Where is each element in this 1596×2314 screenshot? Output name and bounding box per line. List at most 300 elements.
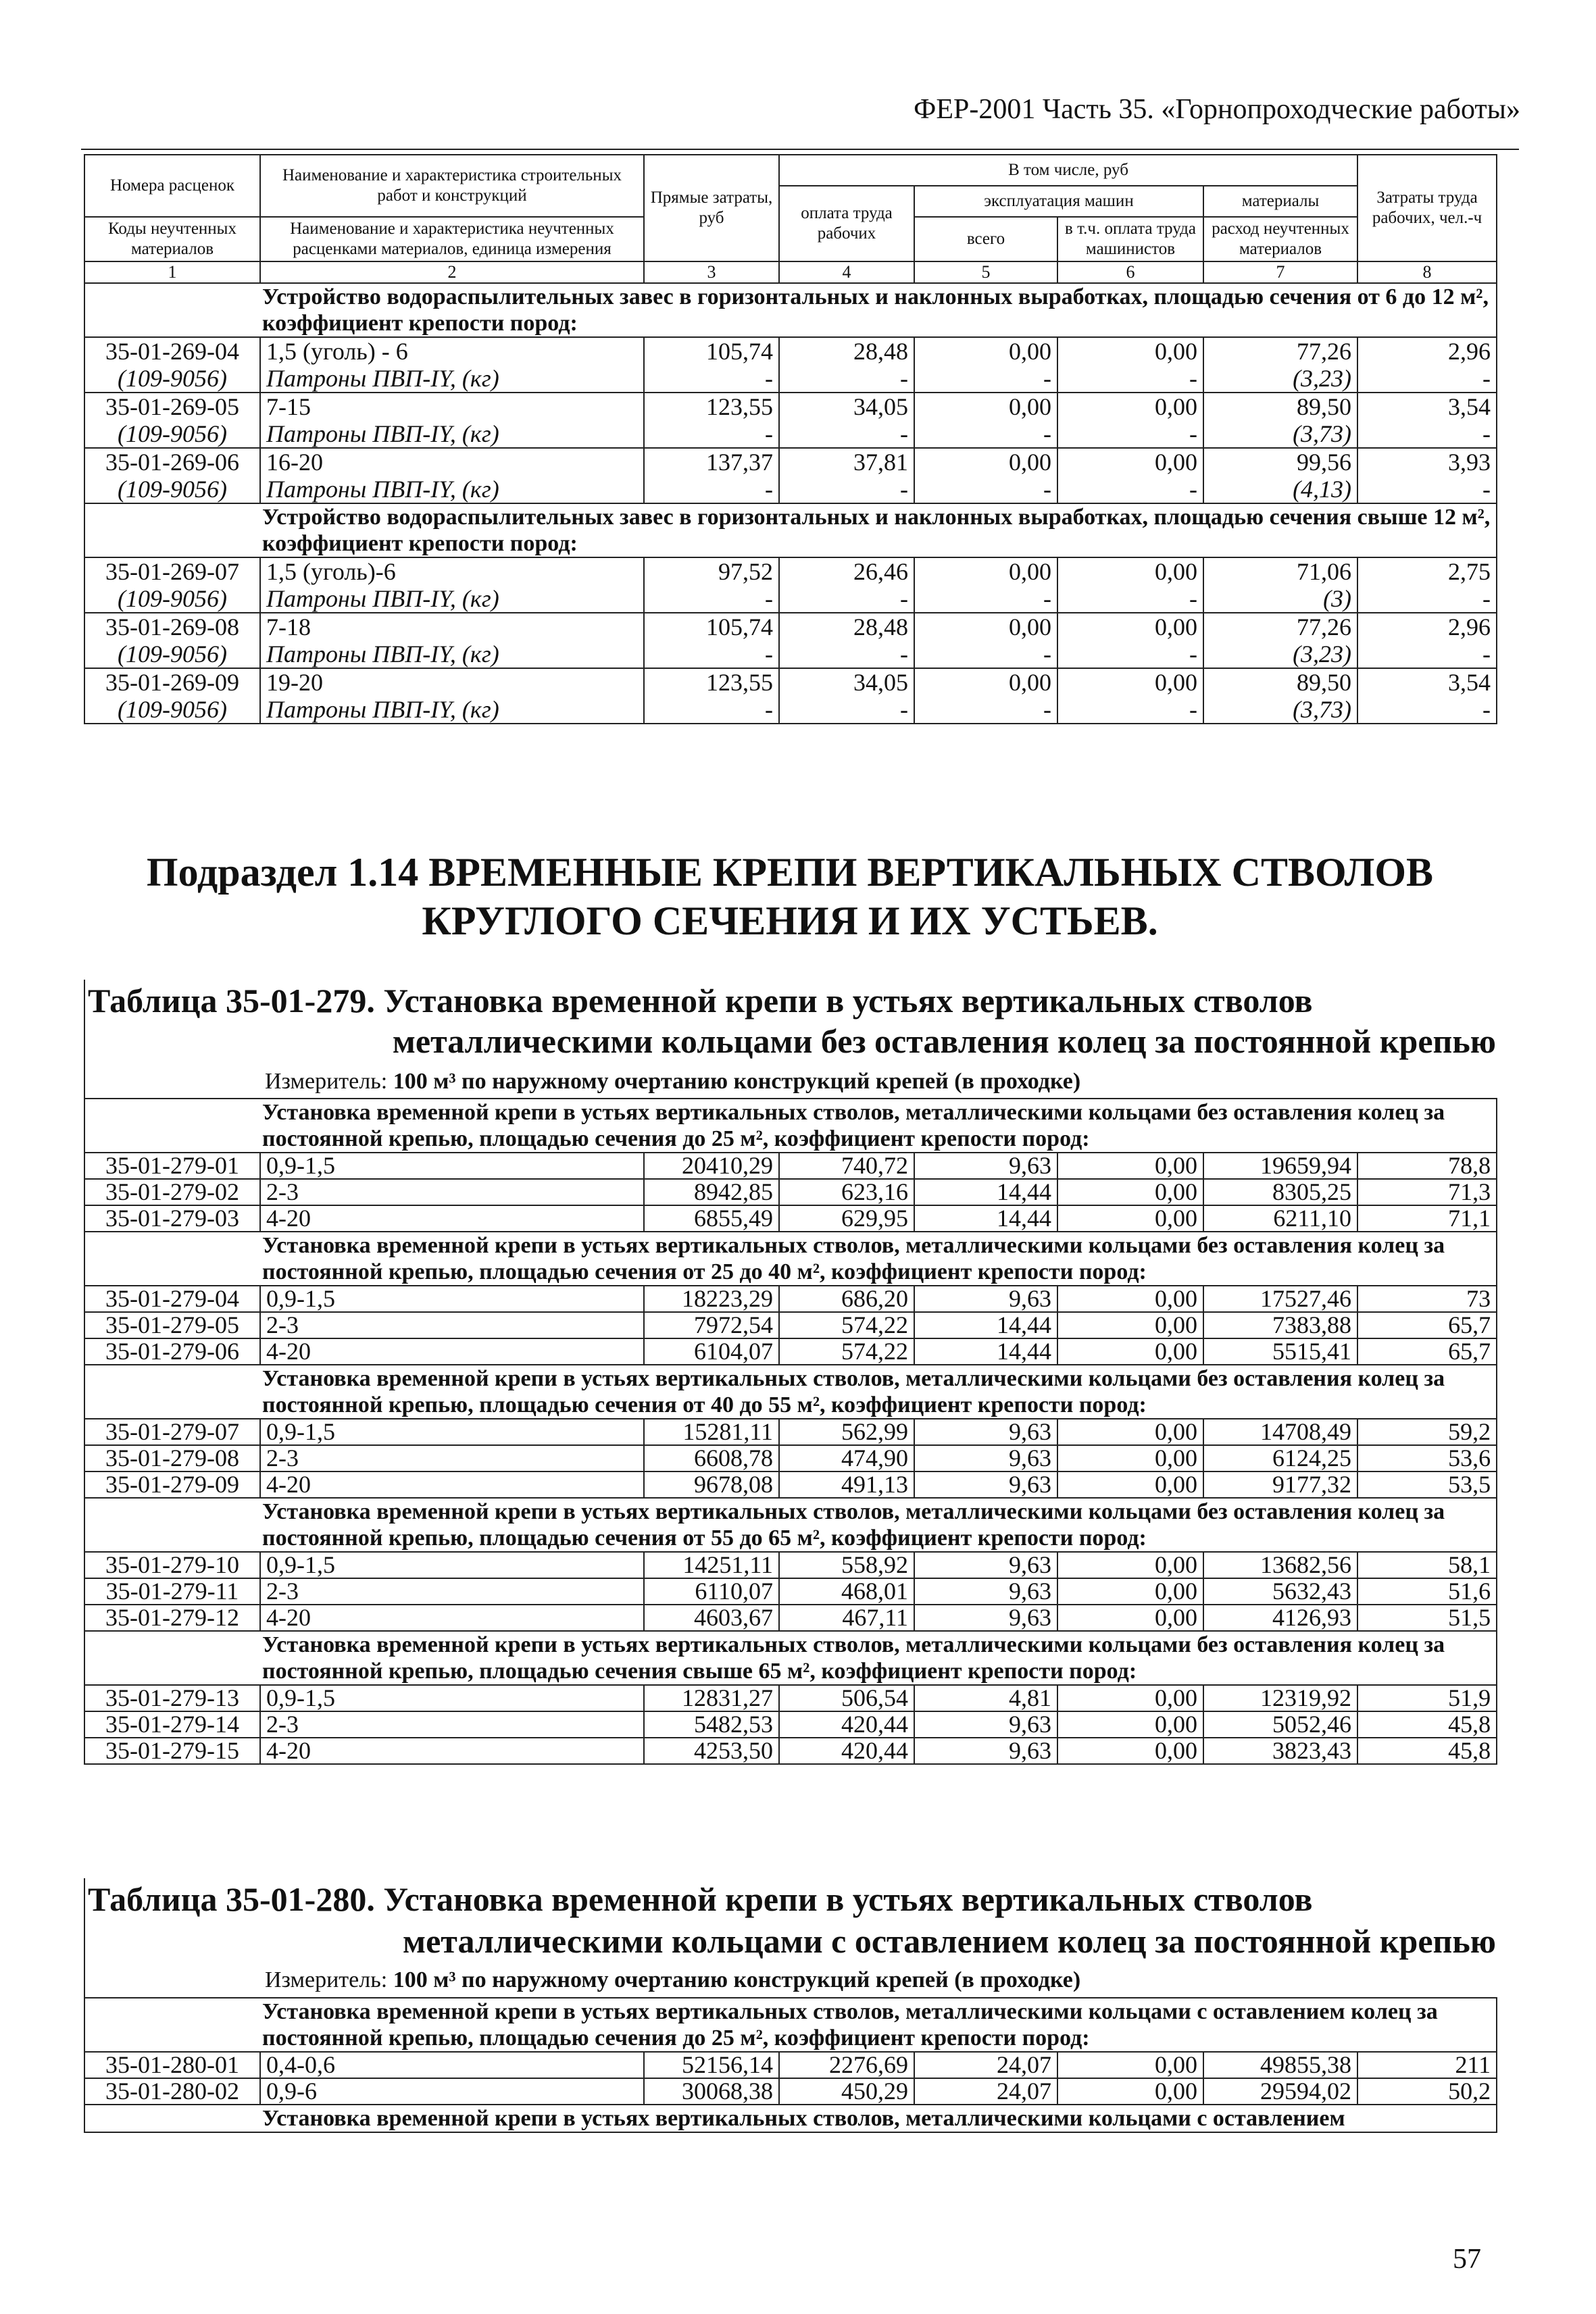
section-title: Установка временной крепи в устьях вертикальных стволов, металлическими кольцами без оставления колец за постоянной крепью, площадью сечения до 25 м², коэффициент крепости пород: (84, 1099, 1497, 1153)
value-c8: 3,54 (1357, 393, 1497, 420)
value-c4: 506,54 (779, 1685, 914, 1711)
value-c4: 468,01 (779, 1578, 914, 1605)
material-code: (109-9056) (84, 420, 260, 448)
value-c3: 8942,85 (644, 1179, 779, 1205)
value-c5: 14,44 (914, 1312, 1057, 1338)
value-c3: 52156,14 (644, 2052, 779, 2078)
material-m4: - (779, 640, 914, 668)
value-c3: 14251,11 (644, 1552, 779, 1578)
material-m5: - (914, 640, 1057, 668)
value-c4: 574,22 (779, 1338, 914, 1365)
table-row (84, 1711, 1497, 1738)
value-c8: 211 (1357, 2052, 1497, 2078)
value-c7: 8305,25 (1203, 1179, 1357, 1205)
rate-name: 2-3 (260, 1179, 644, 1205)
col-head-direct-cost: Прямые затраты, руб (644, 155, 779, 261)
value-c4: 34,05 (779, 668, 914, 696)
material-m5: - (914, 696, 1057, 724)
value-c3: 18223,29 (644, 1286, 779, 1312)
material-m4: - (779, 420, 914, 448)
value-c4: 34,05 (779, 393, 914, 420)
material-code: (109-9056) (84, 365, 260, 393)
value-c3: 123,55 (644, 393, 779, 420)
section-title: Установка временной крепи в устьях вертикальных стволов, металлическими кольцами без оставления колец за постоянной крепью, площадью сечения от 40 до 55 м², коэффициент крепости пород: (84, 1365, 1497, 1419)
value-c6: 0,00 (1057, 448, 1203, 476)
value-c7: 89,50 (1203, 668, 1357, 696)
value-c6: 0,00 (1057, 1205, 1203, 1232)
section-title: Установка временной крепи в устьях вертикальных стволов, металлическими кольцами без оставления колец за постоянной крепью, площадью сечения от 25 до 40 м², коэффициент крепости пород: (84, 1232, 1497, 1286)
value-c5: 9,63 (914, 1738, 1057, 1764)
value-c4: 491,13 (779, 1472, 914, 1498)
rate-name: 2-3 (260, 1312, 644, 1338)
material-m7: (3,23) (1203, 365, 1357, 393)
material-row (84, 585, 1497, 613)
table-row (84, 1205, 1497, 1232)
value-c8: 59,2 (1357, 1419, 1497, 1445)
value-c8: 71,3 (1357, 1179, 1497, 1205)
col-head-wages: оплата труда рабочих (779, 186, 914, 261)
col-number: 4 (779, 261, 914, 283)
meter-label: Измеритель: (265, 1069, 388, 1094)
material-m8: - (1357, 420, 1497, 448)
rate-name: 0,9-6 (260, 2078, 644, 2105)
value-c8: 65,7 (1357, 1312, 1497, 1338)
value-c4: 740,72 (779, 1153, 914, 1179)
value-c5: 0,00 (914, 337, 1057, 365)
col-number: 1 (84, 261, 260, 283)
value-c3: 6855,49 (644, 1205, 779, 1232)
material-name: Патроны ПВП-IY, (кг) (260, 420, 644, 448)
value-c8: 58,1 (1357, 1552, 1497, 1578)
material-m6: - (1057, 365, 1203, 393)
value-c5: 14,44 (914, 1205, 1057, 1232)
rate-name: 4-20 (260, 1738, 644, 1764)
material-m4: - (779, 476, 914, 503)
value-c7: 5515,41 (1203, 1338, 1357, 1365)
rate-name: 4-20 (260, 1472, 644, 1498)
rate-code: 35-01-279-10 (84, 1552, 260, 1578)
rate-code: 35-01-269-09 (84, 668, 260, 696)
value-c8: 53,5 (1357, 1472, 1497, 1498)
col-number: 5 (914, 261, 1057, 283)
table-row (84, 1419, 1497, 1445)
table-row (84, 2052, 1497, 2078)
table-280-title-line1: Таблица 35-01-280. Установка временной крепи в устьях вертикальных стволов (88, 1880, 1313, 1918)
material-name: Патроны ПВП-IY, (кг) (260, 696, 644, 724)
section-header-row (84, 503, 1497, 557)
value-c5: 9,63 (914, 1605, 1057, 1631)
rate-code: 35-01-279-06 (84, 1338, 260, 1365)
material-m5: - (914, 420, 1057, 448)
value-c8: 45,8 (1357, 1711, 1497, 1738)
value-c5: 0,00 (914, 448, 1057, 476)
value-c4: 28,48 (779, 337, 914, 365)
material-m8: - (1357, 365, 1497, 393)
meter-text: 100 м³ по наружному очертанию конструкций крепей (в проходке) (393, 1069, 1081, 1094)
col-head-materials: материалы (1203, 186, 1357, 217)
value-c8: 2,96 (1357, 337, 1497, 365)
value-c4: 450,29 (779, 2078, 914, 2105)
table-280-title-line2: металлическими кольцами с оставлением колец за постоянной крепью (403, 1922, 1496, 1960)
value-c7: 17527,46 (1203, 1286, 1357, 1312)
table-row (84, 1338, 1497, 1365)
table-279-title-line2: металлическими кольцами без оставления колец за постоянной крепью (392, 1022, 1496, 1060)
rate-name: 1,5 (уголь) - 6 (260, 337, 644, 365)
col-head-machines: эксплуатация машин (914, 186, 1203, 217)
table-280-left-rule (84, 1878, 85, 2010)
rate-name: 2-3 (260, 1578, 644, 1605)
meter-text: 100 м³ по наружному очертанию конструкций крепей (в проходке) (393, 1967, 1081, 1992)
rate-code: 35-01-269-05 (84, 393, 260, 420)
value-c8: 51,6 (1357, 1578, 1497, 1605)
value-c7: 5052,46 (1203, 1711, 1357, 1738)
table-row (84, 1685, 1497, 1711)
value-c6: 0,00 (1057, 1312, 1203, 1338)
value-c4: 467,11 (779, 1605, 914, 1631)
material-m6: - (1057, 476, 1203, 503)
col-number: 6 (1057, 261, 1203, 283)
value-c5: 9,63 (914, 1445, 1057, 1472)
value-c8: 53,6 (1357, 1445, 1497, 1472)
col-number: 7 (1203, 261, 1357, 283)
table-row (84, 1445, 1497, 1472)
value-c4: 420,44 (779, 1738, 914, 1764)
table-row (84, 557, 1497, 585)
value-c4: 558,92 (779, 1552, 914, 1578)
rate-name: 0,9-1,5 (260, 1685, 644, 1711)
value-c8: 51,5 (1357, 1605, 1497, 1631)
col-head-machines-total: всего (914, 217, 1057, 261)
section-header-row (84, 2105, 1497, 2132)
section-header-row (84, 1631, 1497, 1685)
col-head-labour: Затраты труда рабочих, чел.-ч (1357, 155, 1497, 261)
rate-name: 2-3 (260, 1711, 644, 1738)
rate-name: 0,4-0,6 (260, 2052, 644, 2078)
rate-name: 1,5 (уголь)-6 (260, 557, 644, 585)
value-c6: 0,00 (1057, 1711, 1203, 1738)
page-number: 57 (1453, 2244, 1481, 2275)
value-c7: 9177,32 (1203, 1472, 1357, 1498)
rate-code: 35-01-279-01 (84, 1153, 260, 1179)
table-row (84, 393, 1497, 420)
rate-name: 4-20 (260, 1338, 644, 1365)
col-head-codes-bottom: Коды неучтенных материалов (84, 217, 260, 261)
value-c7: 77,26 (1203, 337, 1357, 365)
rate-code: 35-01-279-13 (84, 1685, 260, 1711)
rate-name: 0,9-1,5 (260, 1552, 644, 1578)
section-title: Установка временной крепи в устьях вертикальных стволов, металлическими кольцами без оставления колец за постоянной крепью, площадью сечения от 55 до 65 м², коэффициент крепости пород: (84, 1498, 1497, 1552)
value-c7: 4126,93 (1203, 1605, 1357, 1631)
rate-code: 35-01-280-02 (84, 2078, 260, 2105)
value-c6: 0,00 (1057, 668, 1203, 696)
value-c5: 0,00 (914, 668, 1057, 696)
value-c5: 9,63 (914, 1578, 1057, 1605)
section-title: Устройство водораспылительных завес в горизонтальных и наклонных выработках, площадью сечения от 6 до 12 м², коэффициент крепости пород: (84, 283, 1497, 337)
material-m4: - (779, 585, 914, 613)
section-title: Установка временной крепи в устьях вертикальных стволов, металлическими кольцами с оставлением (84, 2105, 1497, 2132)
value-c4: 562,99 (779, 1419, 914, 1445)
rate-name: 0,9-1,5 (260, 1153, 644, 1179)
value-c6: 0,00 (1057, 557, 1203, 585)
value-c4: 474,90 (779, 1445, 914, 1472)
value-c3: 7972,54 (644, 1312, 779, 1338)
rate-code: 35-01-279-15 (84, 1738, 260, 1764)
table-row (84, 1153, 1497, 1179)
col-head-operator-wages: в т.ч. оплата труда машинистов (1057, 217, 1203, 261)
rate-code: 35-01-279-03 (84, 1205, 260, 1232)
section-header-row (84, 283, 1497, 337)
section-title: Устройство водораспылительных завес в горизонтальных и наклонных выработках, площадью сечения свыше 12 м², коэффициент крепости пород: (84, 503, 1497, 557)
rates-table-269 (84, 154, 1497, 724)
section-header-row (84, 1498, 1497, 1552)
value-c3: 20410,29 (644, 1153, 779, 1179)
rate-code: 35-01-279-07 (84, 1419, 260, 1445)
header-rule (81, 149, 1519, 150)
rate-code: 35-01-279-05 (84, 1312, 260, 1338)
rate-code: 35-01-269-08 (84, 613, 260, 640)
value-c7: 77,26 (1203, 613, 1357, 640)
value-c5: 9,63 (914, 1286, 1057, 1312)
table-row (84, 448, 1497, 476)
table-279-meter (265, 1069, 1080, 1095)
material-m3: - (644, 696, 779, 724)
value-c8: 71,1 (1357, 1205, 1497, 1232)
value-c3: 105,74 (644, 613, 779, 640)
value-c5: 14,44 (914, 1179, 1057, 1205)
rates-table-280 (84, 1997, 1497, 2133)
material-m6: - (1057, 696, 1203, 724)
rate-name: 4-20 (260, 1605, 644, 1631)
value-c8: 50,2 (1357, 2078, 1497, 2105)
value-c7: 71,06 (1203, 557, 1357, 585)
col-head-codes-top: Номера расценок (84, 155, 260, 217)
rate-code: 35-01-279-12 (84, 1605, 260, 1631)
value-c7: 12319,92 (1203, 1685, 1357, 1711)
material-code: (109-9056) (84, 696, 260, 724)
value-c7: 14708,49 (1203, 1419, 1357, 1445)
value-c4: 574,22 (779, 1312, 914, 1338)
col-number: 3 (644, 261, 779, 283)
table-row (84, 1552, 1497, 1578)
value-c7: 99,56 (1203, 448, 1357, 476)
value-c4: 629,95 (779, 1205, 914, 1232)
table-279-title-line1: Таблица 35-01-279. Установка временной крепи в устьях вертикальных стволов (88, 982, 1313, 1020)
value-c4: 37,81 (779, 448, 914, 476)
col-head-name-top: Наименование и характеристика строительных работ и конструкций (260, 155, 644, 217)
value-c6: 0,00 (1057, 1153, 1203, 1179)
value-c6: 0,00 (1057, 1605, 1203, 1631)
value-c4: 2276,69 (779, 2052, 914, 2078)
material-m8: - (1357, 640, 1497, 668)
value-c3: 5482,53 (644, 1711, 779, 1738)
table-row (84, 1605, 1497, 1631)
value-c3: 137,37 (644, 448, 779, 476)
rate-name: 4-20 (260, 1205, 644, 1232)
value-c4: 28,48 (779, 613, 914, 640)
rate-code: 35-01-279-09 (84, 1472, 260, 1498)
table-280-meter (265, 1967, 1080, 1993)
value-c5: 9,63 (914, 1711, 1057, 1738)
rate-name: 7-15 (260, 393, 644, 420)
material-m3: - (644, 365, 779, 393)
rate-name: 2-3 (260, 1445, 644, 1472)
value-c7: 6211,10 (1203, 1205, 1357, 1232)
material-m8: - (1357, 476, 1497, 503)
material-m3: - (644, 420, 779, 448)
material-m6: - (1057, 420, 1203, 448)
value-c6: 0,00 (1057, 1685, 1203, 1711)
value-c6: 0,00 (1057, 1338, 1203, 1365)
material-m6: - (1057, 640, 1203, 668)
material-code: (109-9056) (84, 476, 260, 503)
value-c3: 6608,78 (644, 1445, 779, 1472)
value-c6: 0,00 (1057, 2078, 1203, 2105)
material-row (84, 365, 1497, 393)
col-number: 2 (260, 261, 644, 283)
value-c6: 0,00 (1057, 337, 1203, 365)
rates-table-279 (84, 1098, 1497, 1765)
value-c3: 30068,38 (644, 2078, 779, 2105)
value-c6: 0,00 (1057, 1578, 1203, 1605)
rate-code: 35-01-279-14 (84, 1711, 260, 1738)
section-header-row (84, 1998, 1497, 2052)
material-m3: - (644, 640, 779, 668)
value-c5: 9,63 (914, 1552, 1057, 1578)
running-header: ФЕР-2001 Часть 35. «Горнопроходческие работы» (914, 94, 1520, 125)
table-row (84, 613, 1497, 640)
value-c3: 4603,67 (644, 1605, 779, 1631)
material-m3: - (644, 476, 779, 503)
material-m7: (4,13) (1203, 476, 1357, 503)
material-m7: (3,23) (1203, 640, 1357, 668)
material-m5: - (914, 476, 1057, 503)
value-c8: 51,9 (1357, 1685, 1497, 1711)
value-c7: 7383,88 (1203, 1312, 1357, 1338)
rate-name: 0,9-1,5 (260, 1419, 644, 1445)
value-c3: 4253,50 (644, 1738, 779, 1764)
value-c7: 5632,43 (1203, 1578, 1357, 1605)
value-c7: 6124,25 (1203, 1445, 1357, 1472)
table-row (84, 337, 1497, 365)
value-c5: 0,00 (914, 613, 1057, 640)
section-title: Установка временной крепи в устьях вертикальных стволов, металлическими кольцами с оставлением колец за постоянной крепью, площадью сечения до 25 м², коэффициент крепости пород: (84, 1998, 1497, 2052)
table-row (84, 1578, 1497, 1605)
rate-code: 35-01-279-04 (84, 1286, 260, 1312)
value-c7: 29594,02 (1203, 2078, 1357, 2105)
value-c8: 45,8 (1357, 1738, 1497, 1764)
value-c5: 0,00 (914, 393, 1057, 420)
material-name: Патроны ПВП-IY, (кг) (260, 365, 644, 393)
section-title: Установка временной крепи в устьях вертикальных стволов, металлическими кольцами без оставления колец за постоянной крепью, площадью сечения свыше 65 м², коэффициент крепости пород: (84, 1631, 1497, 1685)
value-c6: 0,00 (1057, 393, 1203, 420)
rate-code: 35-01-279-08 (84, 1445, 260, 1472)
value-c3: 9678,08 (644, 1472, 779, 1498)
rate-code: 35-01-269-04 (84, 337, 260, 365)
material-m7: (3) (1203, 585, 1357, 613)
value-c4: 26,46 (779, 557, 914, 585)
value-c5: 24,07 (914, 2078, 1057, 2105)
section-header-row (84, 1232, 1497, 1286)
value-c7: 89,50 (1203, 393, 1357, 420)
rate-name: 7-18 (260, 613, 644, 640)
value-c6: 0,00 (1057, 2052, 1203, 2078)
material-m5: - (914, 365, 1057, 393)
col-head-unaccounted-materials: расход неучтенных материалов (1203, 217, 1357, 261)
value-c7: 3823,43 (1203, 1738, 1357, 1764)
value-c6: 0,00 (1057, 1552, 1203, 1578)
value-c8: 73 (1357, 1286, 1497, 1312)
value-c8: 2,96 (1357, 613, 1497, 640)
value-c5: 24,07 (914, 2052, 1057, 2078)
value-c8: 3,93 (1357, 448, 1497, 476)
rate-code: 35-01-280-01 (84, 2052, 260, 2078)
table-row (84, 1286, 1497, 1312)
table-row (84, 668, 1497, 696)
subsection-title: Подраздел 1.14 ВРЕМЕННЫЕ КРЕПИ ВЕРТИКАЛЬНЫХ СТВОЛОВ КРУГЛОГО СЕЧЕНИЯ И ИХ УСТЬЕВ. (146, 850, 1434, 943)
value-c6: 0,00 (1057, 1419, 1203, 1445)
material-name: Патроны ПВП-IY, (кг) (260, 476, 644, 503)
material-m8: - (1357, 696, 1497, 724)
value-c7: 49855,38 (1203, 2052, 1357, 2078)
value-c5: 14,44 (914, 1338, 1057, 1365)
material-m3: - (644, 585, 779, 613)
value-c3: 97,52 (644, 557, 779, 585)
rate-code: 35-01-269-06 (84, 448, 260, 476)
material-m4: - (779, 696, 914, 724)
material-row (84, 696, 1497, 724)
value-c5: 9,63 (914, 1419, 1057, 1445)
value-c3: 12831,27 (644, 1685, 779, 1711)
material-name: Патроны ПВП-IY, (кг) (260, 640, 644, 668)
value-c4: 623,16 (779, 1179, 914, 1205)
value-c5: 9,63 (914, 1153, 1057, 1179)
table-row (84, 1738, 1497, 1764)
value-c6: 0,00 (1057, 1472, 1203, 1498)
value-c3: 123,55 (644, 668, 779, 696)
material-m8: - (1357, 585, 1497, 613)
material-m6: - (1057, 585, 1203, 613)
material-row (84, 640, 1497, 668)
table-279-left-rule (84, 980, 85, 1111)
table-row (84, 2078, 1497, 2105)
value-c5: 0,00 (914, 557, 1057, 585)
value-c5: 9,63 (914, 1472, 1057, 1498)
material-name: Патроны ПВП-IY, (кг) (260, 585, 644, 613)
material-m4: - (779, 365, 914, 393)
value-c4: 686,20 (779, 1286, 914, 1312)
value-c7: 13682,56 (1203, 1552, 1357, 1578)
value-c7: 19659,94 (1203, 1153, 1357, 1179)
value-c3: 6110,07 (644, 1578, 779, 1605)
value-c8: 2,75 (1357, 557, 1497, 585)
col-number: 8 (1357, 261, 1497, 283)
section-header-row (84, 1099, 1497, 1153)
value-c8: 3,54 (1357, 668, 1497, 696)
value-c8: 65,7 (1357, 1338, 1497, 1365)
rate-name: 19-20 (260, 668, 644, 696)
rate-name: 0,9-1,5 (260, 1286, 644, 1312)
material-m7: (3,73) (1203, 696, 1357, 724)
rate-code: 35-01-269-07 (84, 557, 260, 585)
material-row (84, 476, 1497, 503)
value-c6: 0,00 (1057, 1738, 1203, 1764)
rate-code: 35-01-279-11 (84, 1578, 260, 1605)
table-row (84, 1312, 1497, 1338)
material-code: (109-9056) (84, 585, 260, 613)
rate-code: 35-01-279-02 (84, 1179, 260, 1205)
col-head-including: В том числе, руб (779, 155, 1357, 186)
value-c4: 420,44 (779, 1711, 914, 1738)
